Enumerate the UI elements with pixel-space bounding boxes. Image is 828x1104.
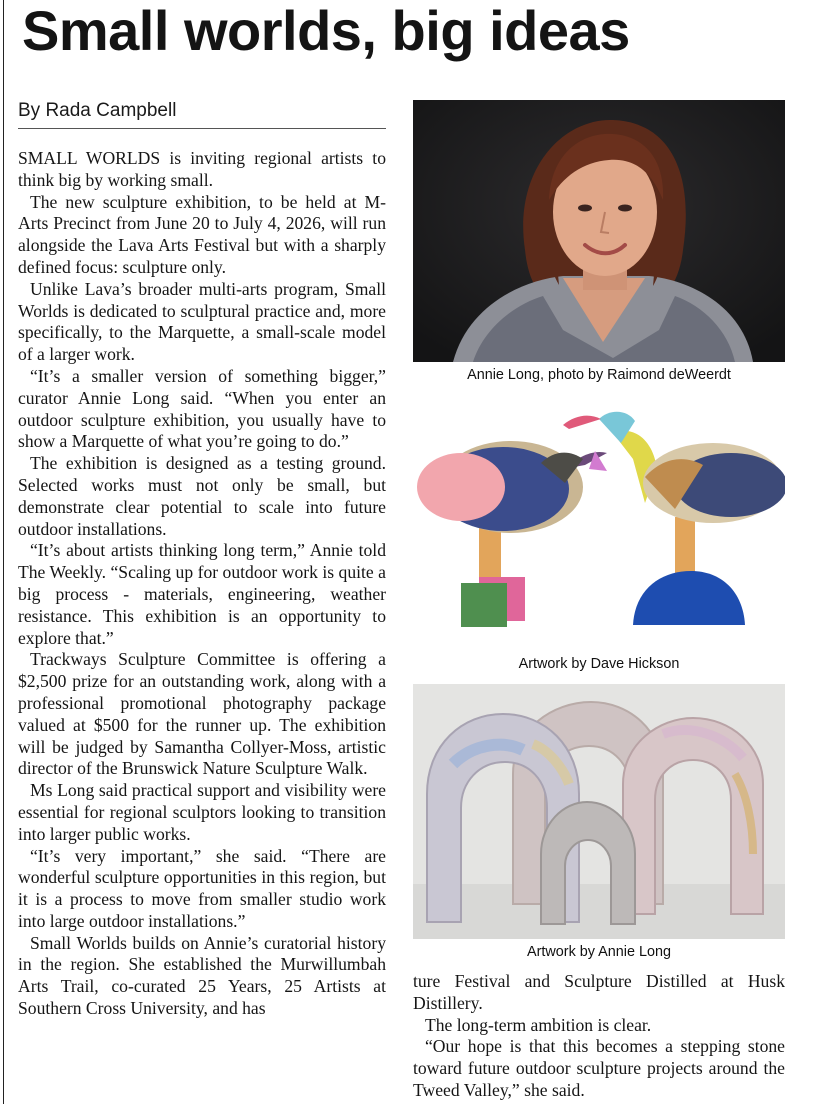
arch-sculpture-illustration (413, 684, 785, 939)
paragraph: The new sculpture exhibition, to be held at M-Arts Precinct from June 20 to July 4, 2026, will run alongside the Lava Arts Festival but with a sharply defined focus: sculpture only. (18, 191, 386, 277)
page-edge-rule (3, 0, 4, 1104)
headline: Small worlds, big ideas (22, 0, 630, 62)
article-column-right (413, 971, 785, 1102)
photo-caption: Artwork by Dave Hickson (518, 656, 680, 672)
paragraph: SMALL WORLDS is inviting regional artists to think big by working small. (18, 148, 386, 190)
byline: By Rada Campbell (18, 100, 177, 121)
paragraph: Trackways Sculpture Committee is offering a $2,500 prize for an outstanding work, along with a professional promotional photography package valued at $500 for the runner up. The exhibition will be judged by Samantha Collyer-Moss, artistic director of the Brunswick Nature Sculpture Walk. (18, 649, 386, 779)
bird-sculpture-photo (413, 399, 785, 654)
paragraph: “It’s a smaller version of something bigger,” curator Annie Long said. “When you enter an outdoor sculpture exhibition, you usually have to show a Marquette of what you’re going to do.” (18, 365, 386, 452)
article-column-left (18, 148, 386, 1020)
paragraph: ture Festival and Sculpture Distilled at Husk Distillery. (413, 971, 785, 1013)
bird-sculpture-illustration (413, 399, 785, 654)
paragraph: “It’s about artists thinking long term,” Annie told The Weekly. “Scaling up for outdoor work is quite a big process - materials, engineering, weather resistance. This exhibition is an opportunity to explore that.” (18, 540, 386, 648)
photo-caption: Artwork by Annie Long (527, 944, 671, 960)
photo-caption: Annie Long, photo by Raimond deWeerdt (467, 367, 731, 383)
paragraph: The long-term ambition is clear. (425, 1014, 652, 1035)
portrait-photo (413, 100, 785, 362)
paragraph: The exhibition is designed as a testing ground. Selected works must not only be small, but demonstrate clear potential to scale into future outdoor installations. (18, 453, 386, 539)
paragraph: Small Worlds builds on Annie’s curatorial history in the region. She established the Murwillumbah Arts Trail, co-curated 25 Years, 25 Artists at Southern Cross University, and has (18, 932, 386, 1019)
paragraph: “Our hope is that this becomes a stepping stone toward future outdoor sculpture projects around the Tweed Valley,” she said. (413, 1036, 785, 1100)
portrait-illustration (413, 100, 785, 362)
paragraph: Ms Long said practical support and visibility were essential for regional sculptors looking to transition into larger public works. (18, 780, 386, 844)
byline-divider (18, 128, 386, 129)
paragraph: Unlike Lava’s broader multi-arts program, Small Worlds is dedicated to sculptural practice and, more specifically, to the Marquette, a small-scale model of a larger work. (18, 278, 386, 365)
paragraph: “It’s very important,” she said. “There are wonderful sculpture opportunities in this region, but it is a process to move from smaller studio work into large outdoor installations.” (18, 845, 386, 931)
arch-sculpture-photo (413, 684, 785, 939)
